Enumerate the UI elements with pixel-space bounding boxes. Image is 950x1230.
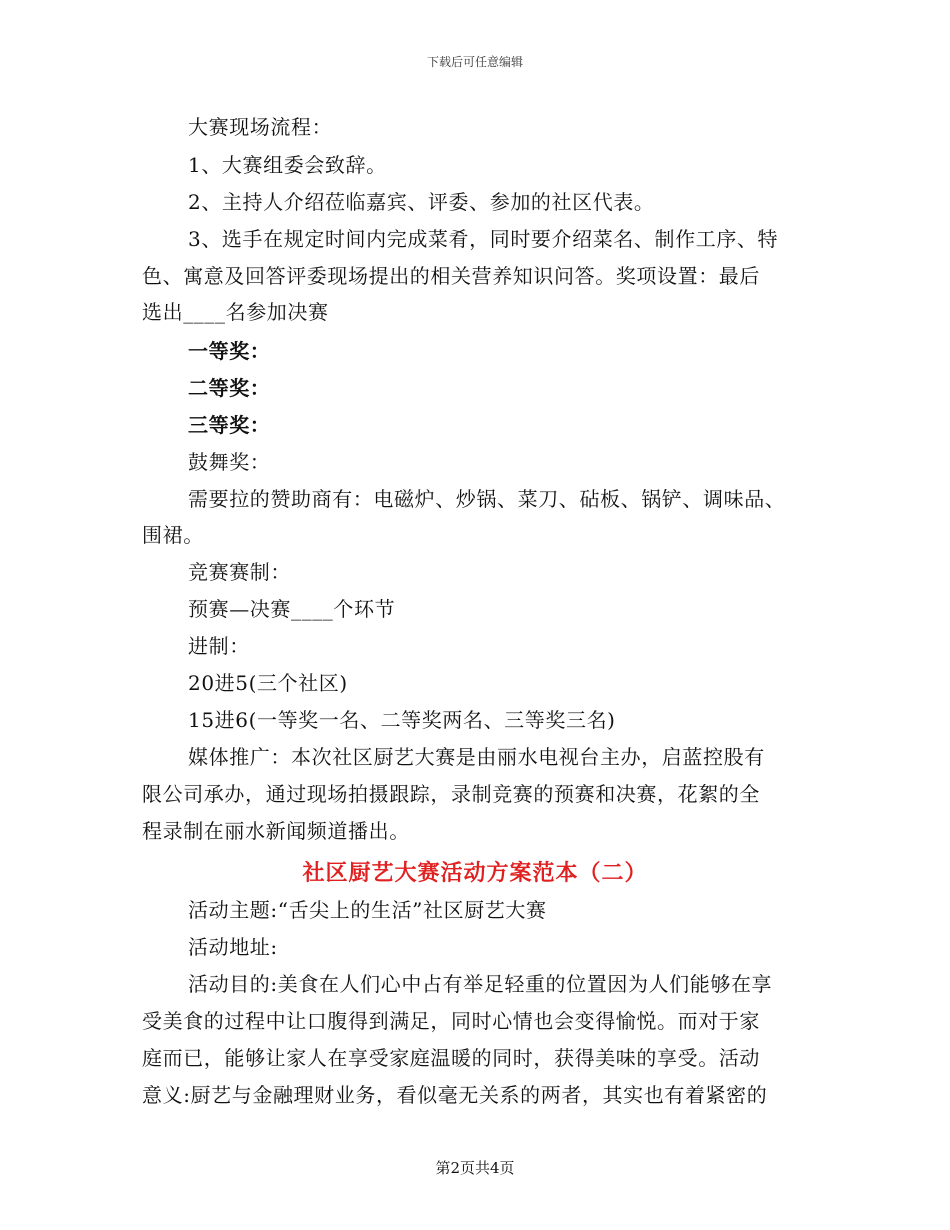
sponsor-line-1: 需要拉的赞助商有：电磁炉、炒锅、菜刀、砧板、锅铲、调味品、 [188,487,786,511]
section-2-title: 社区厨艺大赛活动方案范本（二） [302,860,648,886]
advance-heading: 进制： [188,634,250,658]
activity-address: 活动地址: [188,935,278,959]
page-number: 第2页共4页 [435,1159,515,1177]
advance-rule-1: 20进5(三个社区) [188,671,348,695]
format-rounds: 预赛—决赛____个环节 [188,597,396,621]
media-line-1: 媒体推广：本次社区厨艺大赛是由丽水电视台主办，启蓝控股有 [188,745,765,769]
media-line-2: 限公司承办，通过现场拍摄跟踪，录制竞赛的预赛和决赛，花絮的全 [142,782,760,806]
flow-heading: 大赛现场流程： [188,115,333,139]
activity-purpose-line-2: 受美食的过程中让口腹得到满足，同时心情也会变得愉悦。而对于家 [142,1009,760,1033]
activity-theme: 活动主题:“舌尖上的生活”社区厨艺大赛 [188,898,547,922]
page-header: 下载后可任意编辑 [426,55,523,69]
flow-step-2: 2、主持人介绍莅临嘉宾、评委、参加的社区代表。 [188,190,655,214]
prize-second: 二等奖： [188,376,271,400]
format-heading: 竞赛赛制： [188,560,291,584]
flow-step-3-line-2: 色、寓意及回答评委现场提出的相关营养知识问答。奖项设置：最后 [142,264,760,288]
prize-third: 三等奖： [188,413,271,437]
activity-purpose-line-1: 活动目的:美食在人们心中占有举足轻重的位置因为人们能够在享 [188,972,773,996]
activity-purpose-line-3: 庭而已，能够让家人在享受家庭温暖的同时，获得美味的享受。活动 [142,1046,760,1070]
prize-encouragement: 鼓舞奖： [188,450,271,474]
media-line-3: 程录制在丽水新闻频道播出。 [142,819,410,843]
advance-rule-2: 15进6(一等奖一名、二等奖两名、三等奖三名) [188,708,616,732]
activity-purpose-line-4: 意义:厨艺与金融理财业务，看似毫无关系的两者，其实也有着紧密的 [142,1083,768,1107]
flow-step-1: 1、大赛组委会致辞。 [188,153,387,177]
sponsor-line-2: 围裙。 [142,523,204,547]
flow-step-3-line-3: 选出____名参加决赛 [142,300,329,324]
prize-first: 一等奖： [188,339,271,363]
flow-step-3-line-1: 3、选手在规定时间内完成菜肴，同时要介绍菜名、制作工序、特 [188,227,779,251]
